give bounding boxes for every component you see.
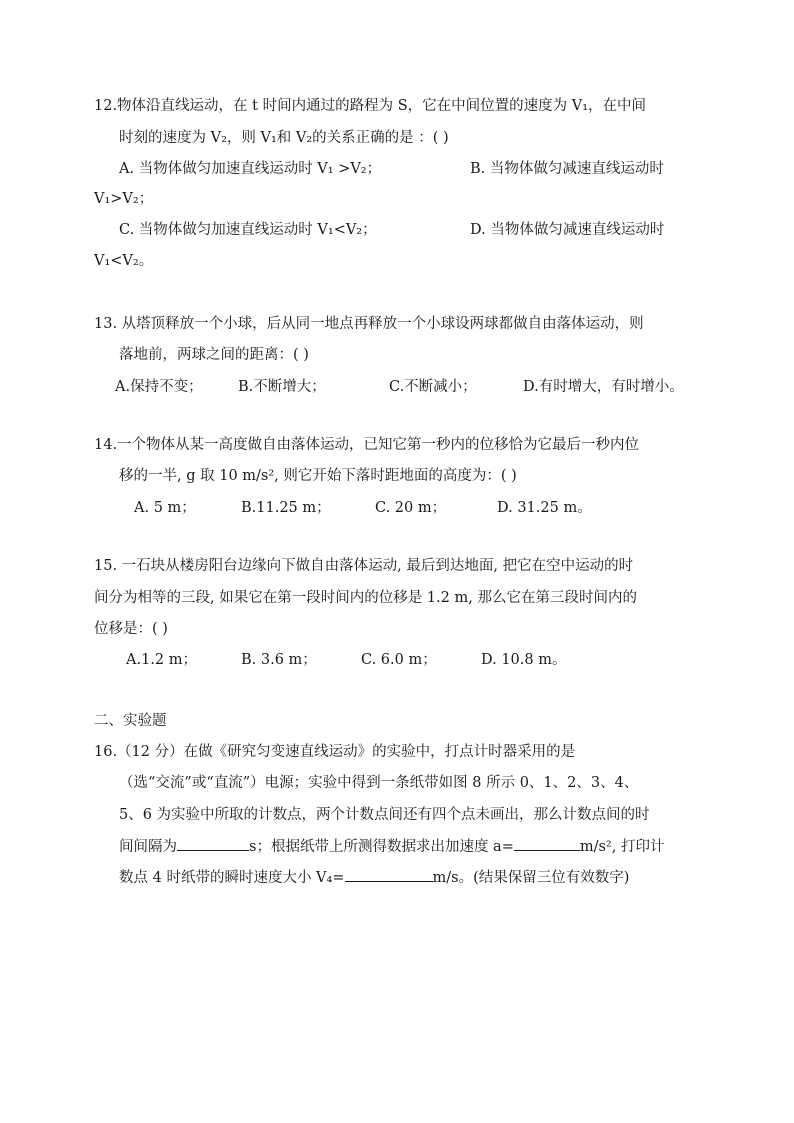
q14-option-b: B.11.25 m； <box>241 500 331 516</box>
q16-line-5 <box>119 867 629 888</box>
acceleration-blank <box>514 836 580 851</box>
q13-option-c: C.不断减小； <box>389 379 477 395</box>
q16-line-1: 16.（12 分）在做《研究匀变速直线运动》的实验中，打点计时器采用的是 <box>94 744 576 760</box>
q13-line-1: 13. 从塔顶释放一个小球，后从同一地点再释放一个小球设两球都做自由落体运动，则 <box>94 316 644 332</box>
q15-option-d: D. 10.8 m。 <box>481 652 567 668</box>
q16-line-5-text-b: m/s。(结果保留三位有效数字) <box>432 870 630 886</box>
q14-line-2: 移的一半, g 取 10 m/s², 则它开始下落时距地面的高度为：( ) <box>119 468 517 484</box>
q13-line-2: 落地前，两球之间的距离：( ) <box>119 347 309 363</box>
q13-option-b: B.不断增大； <box>238 379 326 395</box>
q16-line-4-text-a: 间间隔为 <box>119 839 177 855</box>
section-heading: 二、实验题 <box>94 713 167 729</box>
q12-option-b-cont: V₁>V₂； <box>94 191 154 207</box>
q16-line-4-text-b: s；根据纸带上所测得数据求出加速度 a= <box>249 839 514 855</box>
q14-option-c: C. 20 m； <box>375 500 447 516</box>
q12-option-d: D. 当物体做匀减速直线运动时 <box>470 222 665 238</box>
q12-line-1: 12.物体沿直线运动，在 t 时间内通过的路程为 S，它在中间位置的速度为 V₁，在中间 <box>94 98 647 114</box>
q12-option-d-cont: V₁<V₂。 <box>94 253 154 269</box>
q16-line-3: 5、6 为实验中所取的计数点，两个计数点间还有四个点未画出，那么计数点间的时 <box>119 807 650 823</box>
q13-option-d: D.有时增大，有时增小。 <box>523 379 684 395</box>
q14-line-1: 14.一个物体从某一高度做自由落体运动，已知它第一秒内的位移恰为它最后一秒内位 <box>94 437 640 453</box>
q16-line-5-text-a: 数点 4 时纸带的瞬时速度大小 V₄= <box>119 870 345 886</box>
q12-option-c: C. 当物体做匀加速直线运动时 V₁<V₂； <box>119 222 377 238</box>
q14-option-a: A. 5 m； <box>134 500 196 516</box>
q12-option-a: A. 当物体做匀加速直线运动时 V₁ >V₂； <box>119 161 382 177</box>
q15-line-3: 位移是：( ) <box>94 621 168 637</box>
q15-option-a: A.1.2 m； <box>126 652 197 668</box>
q16-line-2: （选“交流”或“直流”）电源；实验中得到一条纸带如图 8 所示 0、1、2、3、4、 <box>119 775 639 791</box>
q15-line-1: 15. 一石块从楼房阳台边缘向下做自由落体运动, 最后到达地面, 把它在空中运动的时 <box>94 558 634 574</box>
q13-option-a: A.保持不变； <box>115 379 203 395</box>
velocity-blank <box>345 867 433 882</box>
q12-line-2: 时刻的速度为 V₂，则 V₁和 V₂的关系正确的是 ：( ) <box>119 130 449 146</box>
q16-line-4 <box>119 836 664 857</box>
q15-option-c: C. 6.0 m； <box>361 652 437 668</box>
q12-option-b: B. 当物体做匀减速直线运动时 <box>470 161 664 177</box>
q15-option-b: B. 3.6 m； <box>241 652 317 668</box>
q15-line-2: 间分为相等的三段, 如果它在第一段时间内的位移是 1.2 m, 那么它在第三段时间内的 <box>94 590 637 606</box>
q14-option-d: D. 31.25 m。 <box>497 500 592 516</box>
time-interval-blank <box>177 836 249 851</box>
q16-line-4-text-c: m/s², 打印计 <box>579 839 665 855</box>
